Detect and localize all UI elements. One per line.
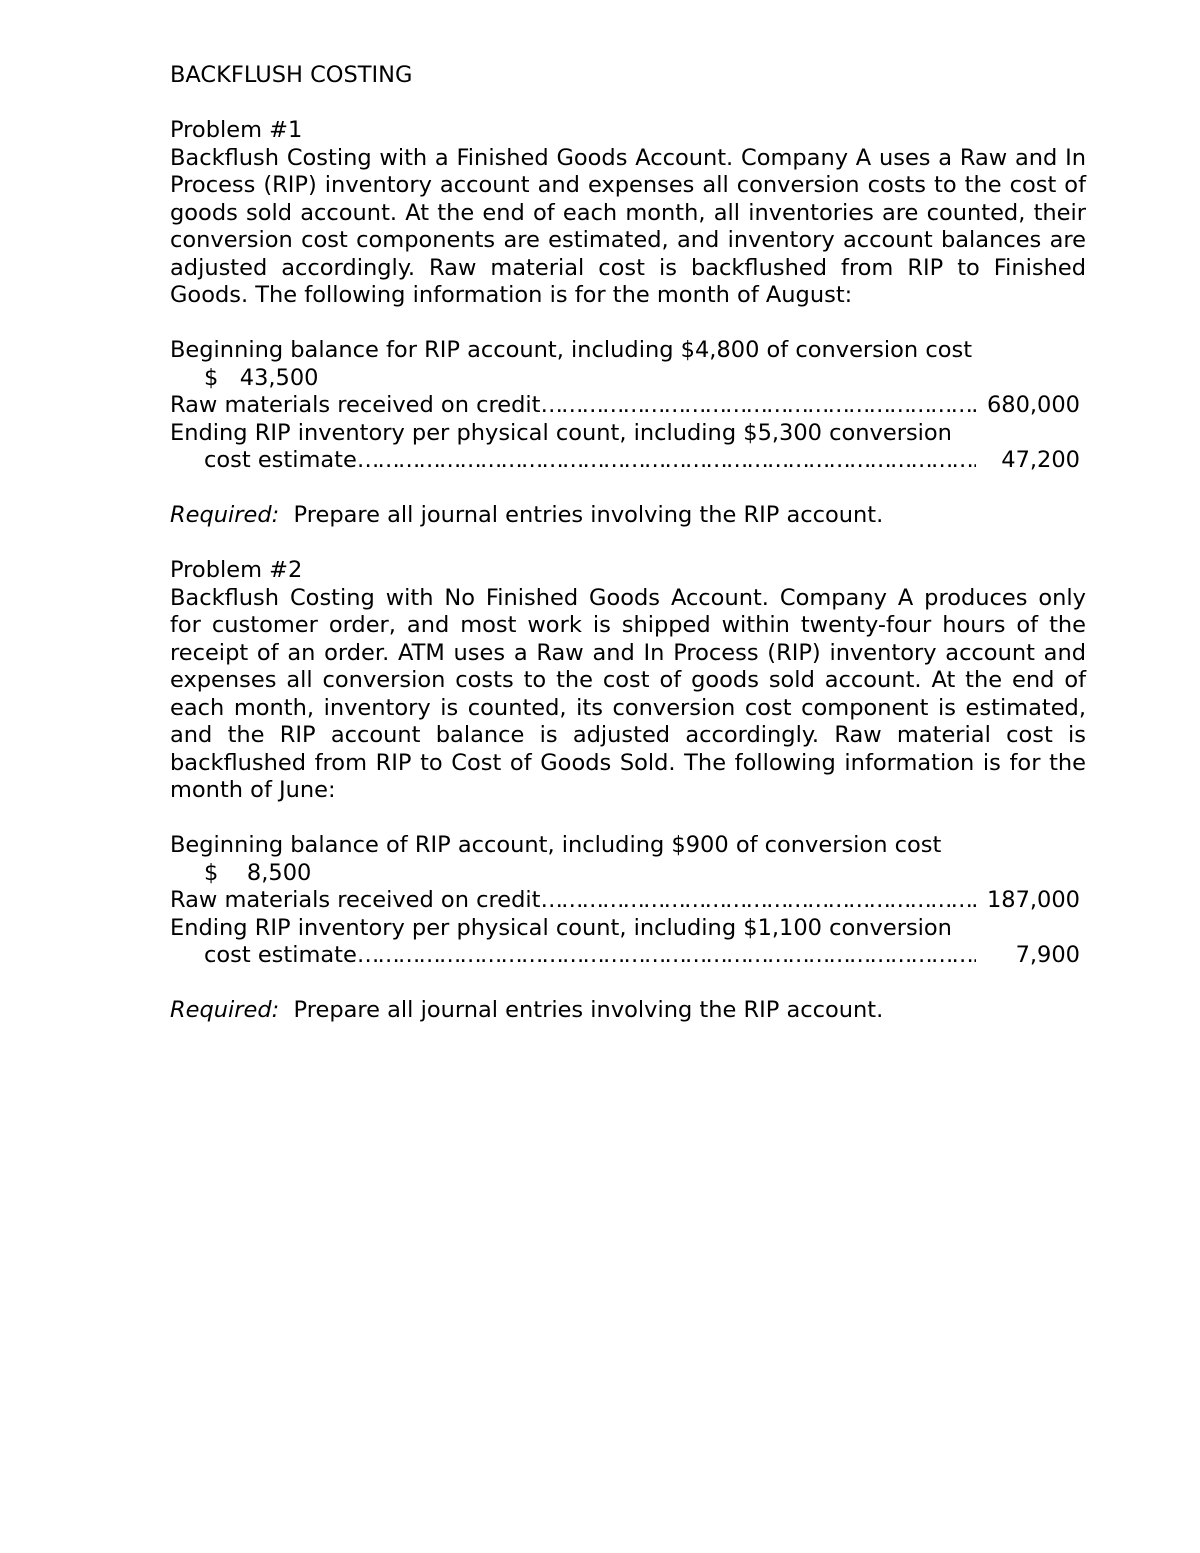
document-page	[170, 62, 1086, 1052]
beginning-balance-amount: $ 8,500	[204, 859, 312, 886]
ending-inventory-label: Ending RIP inventory per physical count, including $5,300 conversion	[170, 419, 952, 446]
problem-heading: Problem #1	[170, 117, 303, 143]
document-title: BACKFLUSH COSTING	[170, 62, 413, 88]
problem-heading: Problem #2	[170, 557, 303, 583]
problem-data	[170, 832, 1086, 970]
raw-materials-row	[170, 887, 1080, 915]
required-instruction	[170, 502, 1086, 530]
raw-materials-amount: 680,000	[986, 392, 1080, 418]
ending-inventory-label: Ending RIP inventory per physical count, including $1,100 conversion	[170, 914, 952, 941]
ending-inventory-row	[170, 447, 1080, 475]
dot-leader	[357, 447, 976, 475]
cost-estimate-label: cost estimate	[204, 942, 357, 968]
beginning-balance-label: Beginning balance of RIP account, including $900 of conversion cost	[170, 832, 942, 858]
ending-inventory-row	[170, 942, 1080, 970]
required-instruction	[170, 997, 1086, 1025]
problem-description: Backflush Costing with a Finished Goods Account. Company A uses a Raw and In Process (RIP) inventory account and expenses all conversion costs to the cost of goods sold account. At the end of each month, all inventories are counted, their conversion cost components are estimated, and inventory account balances are adjusted accordingly. Raw material cost is backflushed from RIP to Finished Goods. The following information is for the month of August:	[170, 144, 1086, 308]
dot-leader	[357, 942, 976, 970]
problem-description: Backflush Costing with No Finished Goods Account. Company A produces only for customer order, and most work is shipped within twenty-four hours of the receipt of an order. ATM uses a Raw and In Process (RIP) inventory account and expenses all conversion costs to the cost of goods sold account. At the end of each month, inventory is counted, its conversion cost component is estimated, and the RIP account balance is adjusted accordingly. Raw material cost is backflushed from RIP to Cost of Goods Sold. The following information is for the month of June:	[170, 584, 1086, 803]
dot-leader	[540, 392, 976, 420]
problem-2	[170, 557, 1086, 1025]
required-text: Prepare all journal entries involving the RIP account.	[293, 997, 884, 1023]
required-label: Required:	[170, 997, 280, 1023]
required-label: Required:	[170, 502, 280, 528]
ending-inventory-amount: 47,200	[1001, 447, 1080, 473]
problem-data	[170, 337, 1086, 475]
cost-estimate-label: cost estimate	[204, 447, 357, 473]
beginning-balance-amount: $ 43,500	[204, 364, 319, 391]
beginning-balance-label: Beginning balance for RIP account, including $4,800 of conversion cost	[170, 337, 973, 363]
raw-materials-label: Raw materials received on credit	[170, 887, 541, 913]
raw-materials-amount: 187,000	[986, 887, 1080, 913]
raw-materials-label: Raw materials received on credit	[170, 392, 541, 418]
problem-1	[170, 117, 1086, 530]
required-text: Prepare all journal entries involving the RIP account.	[293, 502, 884, 528]
ending-inventory-amount: 7,900	[1015, 942, 1080, 968]
raw-materials-row	[170, 392, 1080, 420]
dot-leader	[540, 887, 976, 915]
